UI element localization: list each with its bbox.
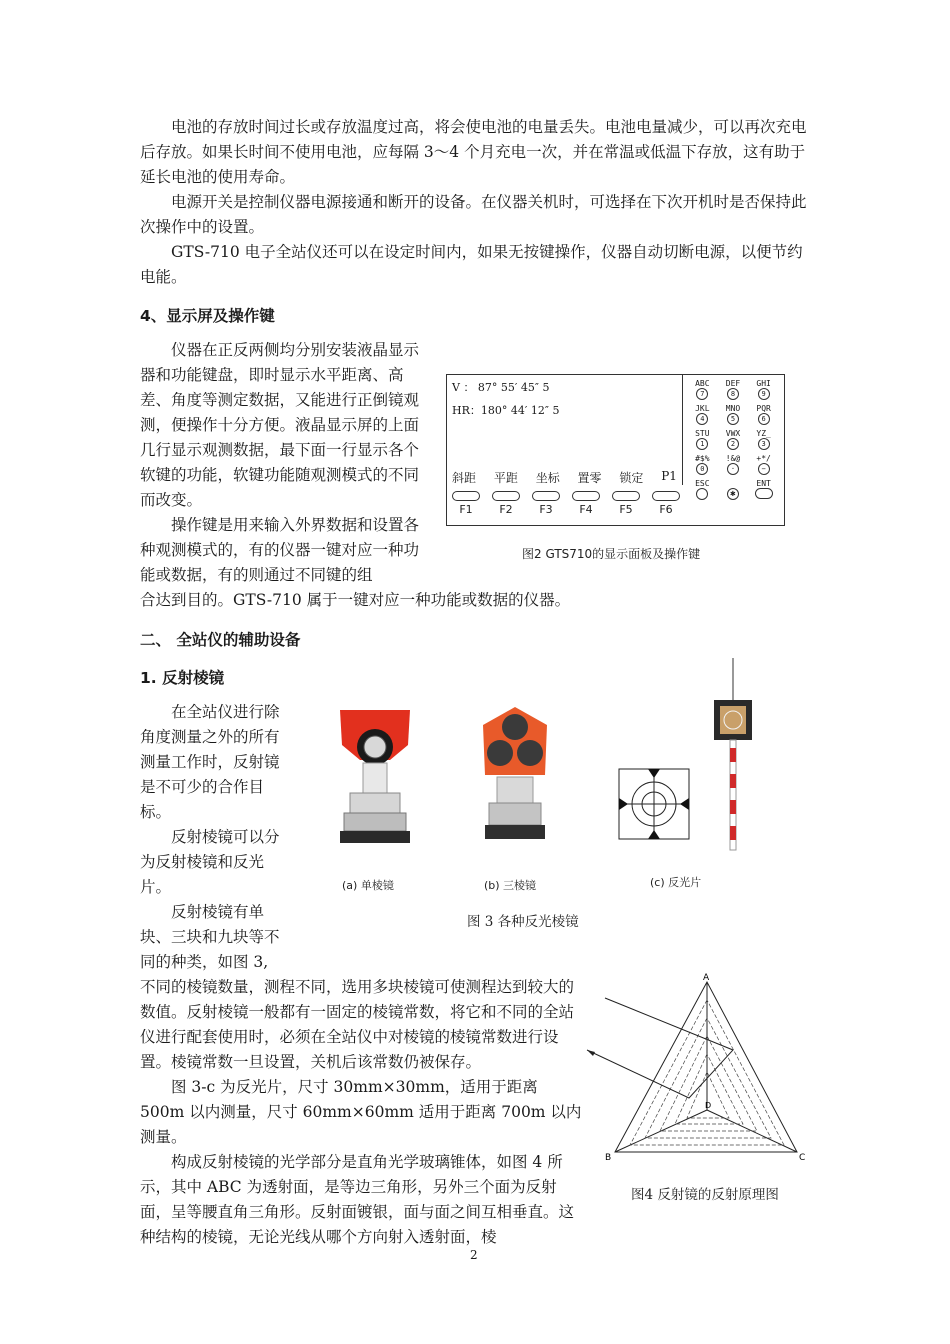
fkey-oval	[452, 491, 480, 501]
key-circle: 4	[696, 413, 708, 425]
key-9[interactable]	[748, 379, 779, 400]
key-5[interactable]	[718, 404, 749, 425]
key-4[interactable]	[687, 404, 718, 425]
key-circle: 2	[727, 438, 739, 450]
caption-single-prism: (a) 单棱镜	[342, 879, 394, 892]
key-8[interactable]	[718, 379, 749, 400]
fkey-oval	[652, 491, 680, 501]
key-circle	[696, 488, 708, 500]
key-circle: 9	[758, 388, 770, 400]
heading-display-keys: 4、显示屏及操作键	[140, 307, 275, 325]
lcd-screen	[447, 375, 683, 485]
key-circle: 8	[727, 388, 739, 400]
softkey-label: 置零	[577, 471, 602, 485]
paragraph-reflective-sheet: 图 3-c 为反光片，尺寸 30mm×30mm，适用于距离 500m 以内测量，尺寸 60mm×60mm 适用于距离 700m 以内测量。	[140, 1078, 582, 1146]
key-6[interactable]	[748, 404, 779, 425]
paragraph-keys-a: 操作键是用来输入外界数据和设置各种观测模式的，有的仪器一键对应一种功能或数据，有的则通过不同键的组	[140, 516, 420, 584]
reflection-principle-diagram	[585, 970, 810, 1170]
page-number: 2	[470, 1248, 478, 1262]
fkey-oval	[612, 491, 640, 501]
fkey-oval	[572, 491, 600, 501]
fkey-label: F6	[659, 503, 673, 516]
paragraph-display: 仪器在正反两侧均分别安装液晶显示器和功能键盘，即时显示水平距离、高差、角度等测定数据，又能进行正倒镜观测，便操作十分方便。液晶显示屏的上面几行显示观测数据，最下面一行显示各个软键的功能，软键功能随观测模式的不同而改变。	[140, 341, 420, 509]
fkey-label: F1	[459, 503, 473, 516]
lcd-hr-line: HR：180° 44′ 12″ 5	[452, 404, 560, 417]
fkey-f3[interactable]	[532, 491, 560, 516]
keypad	[687, 379, 779, 500]
paragraph-keys-b: 合达到目的。GTS-710 属于一键对应一种功能或数据的仪器。	[140, 591, 571, 609]
key-circle: −	[758, 463, 770, 475]
paragraph-prism-target: 在全站仪进行除角度测量之外的所有测量工作时，反射镜是不可少的合作目标。	[140, 703, 280, 821]
star-icon: ✱	[727, 488, 739, 500]
figure4-caption: 图4 反射镜的反射原理图	[631, 1187, 779, 1203]
lcd-softkey-row	[452, 469, 677, 486]
key-circle: 6	[758, 413, 770, 425]
key-label: ESC	[695, 479, 710, 488]
paragraph-keys-b-wrap	[140, 588, 810, 613]
single-prism-image	[330, 705, 420, 855]
lcd-v-line: V ： 87° 55′ 45″ 5	[452, 381, 550, 394]
top-text-block	[140, 115, 810, 290]
paragraph-auto-off: GTS-710 电子全站仪还可以在设定时间内，如果无按键操作，仪器自动切断电源，以便节约电能。	[140, 243, 803, 286]
prism-pole-image	[708, 658, 758, 858]
fkey-row	[452, 491, 680, 516]
fkey-oval	[532, 491, 560, 501]
key-label: STU	[695, 429, 710, 438]
caption-triple-prism: (b) 三棱镜	[484, 879, 537, 892]
key-label: !&@	[725, 454, 741, 463]
fkey-f1[interactable]	[452, 491, 480, 516]
paragraph-prism-optics: 构成反射棱镜的光学部分是直角光学玻璃锥体，如图 4 所示，其中 ABC 为透射面，是等边三角形，另外三个面为反射面，呈等腰直角三角形。反射面镀银，面与面之间互相垂直。这种结构的棱镜，无论光线从哪个方向射入透射面，棱	[140, 1153, 575, 1246]
softkey-label: 平距	[493, 471, 518, 485]
fkey-f6[interactable]	[652, 491, 680, 516]
paragraph-battery-storage: 电池的存放时间过长或存放温度过高，将会使电池的电量丢失。电池电量减少，可以再次充电后存放。如果长时间不使用电池，应每隔 3～4 个月充电一次，并在常温或低温下存放，这有助于延长电池的使用寿命。	[140, 118, 807, 186]
paragraph-prism-types: 反射棱镜可以分为反射棱镜和反光片。	[140, 828, 280, 896]
prism-long-text	[140, 975, 582, 1250]
key-label: YZ_	[756, 429, 771, 438]
paragraph-power-switch: 电源开关是控制仪器电源接通和断开的设备。在仪器关机时，可选择在下次开机时是否保持此次操作中的设置。	[140, 193, 807, 236]
key-label-empty	[718, 479, 749, 488]
vertex-label-b: B	[605, 1153, 612, 1163]
enter-key-oval	[755, 488, 773, 499]
key-minus[interactable]	[748, 454, 779, 475]
figure3-caption: 图 3 各种反光棱镜	[467, 914, 579, 930]
key-star[interactable]	[718, 479, 749, 500]
softkey-label: 斜距	[452, 471, 477, 485]
subheading-prism: 1. 反射棱镜	[140, 669, 225, 687]
triple-prism-image	[475, 705, 555, 855]
caption-reflective-sheet: (c) 反光片	[650, 876, 702, 889]
fkey-label: F2	[499, 503, 513, 516]
section-heading-aux: 二、 全站仪的辅助设备	[140, 631, 301, 649]
key-circle: 3	[758, 438, 770, 450]
fkey-label: F5	[619, 503, 633, 516]
key-2[interactable]	[718, 429, 749, 450]
key-circle: 7	[696, 388, 708, 400]
paragraph-prism-count-a: 反射棱镜有单块、三块和九块等不同的种类，如图 3,	[140, 903, 280, 971]
key-3[interactable]	[748, 429, 779, 450]
key-label: #$%	[695, 454, 710, 463]
key-1[interactable]	[687, 429, 718, 450]
fkey-oval	[492, 491, 520, 501]
key-circle: 5	[727, 413, 739, 425]
softkey-label: P1	[661, 469, 677, 483]
key-label: PQR	[756, 404, 771, 413]
key-circle: ·	[727, 463, 739, 475]
key-esc[interactable]	[687, 479, 718, 500]
fkey-label: F3	[539, 503, 553, 516]
key-label: DEF	[725, 379, 741, 388]
vertex-label-c: C	[799, 1153, 806, 1163]
paragraph-prism-count-b: 不同的棱镜数量，测程不同，选用多块棱镜可使测程达到较大的数值。反射棱镜一般都有一固定的棱镜常数，将它和不同的全站仪进行配套使用时，必须在全站仪中对棱镜的棱镜常数进行设置。棱镜常数一旦设置，关机后该常数仍被保存。	[140, 978, 575, 1071]
fkey-f2[interactable]	[492, 491, 520, 516]
key-circle: 1	[696, 438, 708, 450]
prism-text-block	[140, 700, 280, 975]
vertex-label-d: D	[705, 1101, 712, 1110]
key-label: ABC	[695, 379, 710, 388]
fkey-f4[interactable]	[572, 491, 600, 516]
key-7[interactable]	[687, 379, 718, 400]
figure2-caption: 图2 GTS710的显示面板及操作键	[522, 547, 701, 561]
display-panel-figure	[446, 374, 785, 526]
key-circle: 0	[696, 463, 708, 475]
key-label: ENT	[756, 479, 771, 488]
vertex-label-a: A	[703, 973, 710, 983]
key-0[interactable]	[687, 454, 718, 475]
reflective-sheet-image	[618, 768, 690, 840]
softkey-label: 坐标	[535, 471, 560, 485]
key-label: GHI	[756, 379, 771, 388]
key-ent[interactable]	[748, 479, 779, 500]
fkey-label: F4	[579, 503, 593, 516]
key-label: JKL	[695, 404, 710, 413]
key-label: +*/	[756, 454, 771, 463]
softkey-label: 锁定	[619, 471, 644, 485]
key-label: VWX	[725, 429, 741, 438]
display-text-block	[140, 338, 428, 588]
key-label: MNO	[725, 404, 741, 413]
key-dot[interactable]	[718, 454, 749, 475]
fkey-f5[interactable]	[612, 491, 640, 516]
